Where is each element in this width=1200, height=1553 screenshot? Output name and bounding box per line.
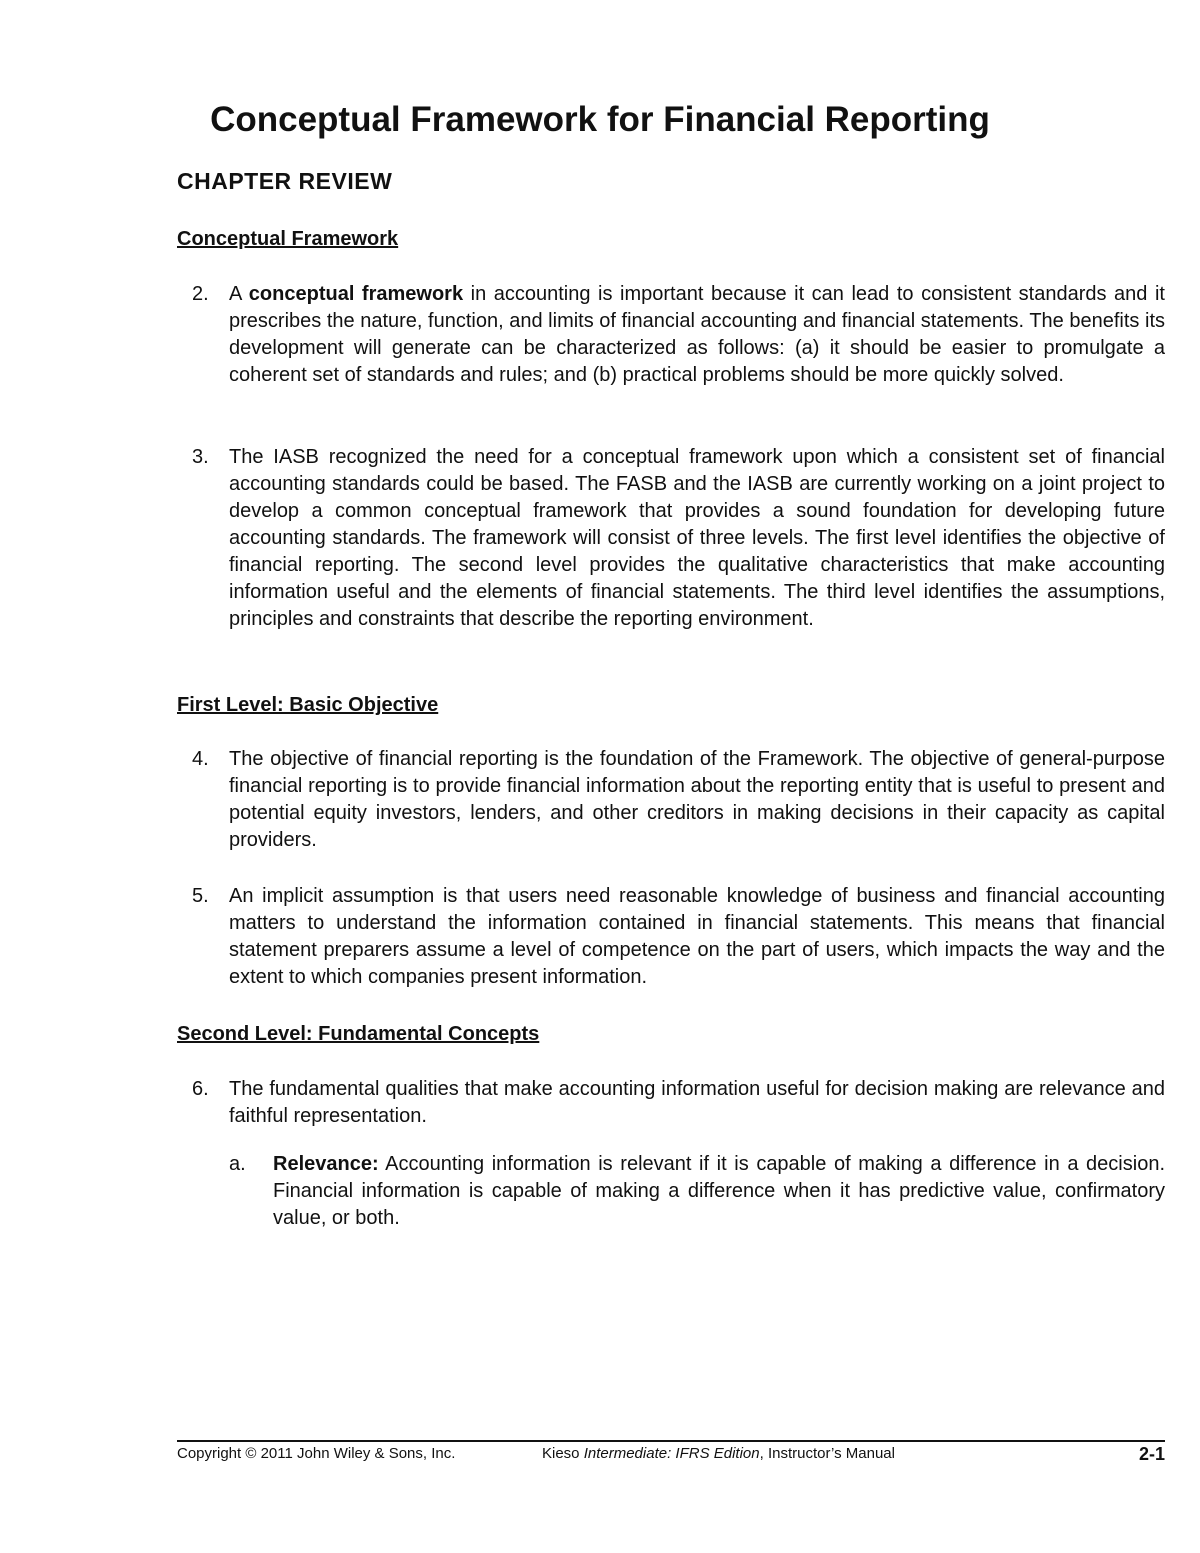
item-number: 6. xyxy=(192,1078,209,1100)
section-heading-second-level: Second Level: Fundamental Concepts xyxy=(177,1023,540,1045)
review-item-4 xyxy=(192,746,1165,854)
item-text: The fundamental qualities that make accounting information useful for decision making are relevance and faithful representation. xyxy=(229,1078,1165,1127)
section-heading-conceptual-framework: Conceptual Framework xyxy=(177,228,399,250)
key-term: Relevance: xyxy=(273,1153,379,1175)
item-text: Relevance: Accounting information is relevant if it is capable of making a difference in a decision. Financial information is capable of making a difference when it has predictive value, confirmatory value, or both. xyxy=(273,1153,1165,1229)
review-item-3 xyxy=(192,444,1165,633)
footer-copyright: Copyright © 2011 John Wiley & Sons, Inc. xyxy=(177,1445,456,1462)
section-heading-first-level: First Level: Basic Objective xyxy=(177,694,439,716)
review-item-5 xyxy=(192,883,1165,991)
page-number: 2-1 xyxy=(1138,1444,1165,1464)
review-item-2 xyxy=(192,281,1165,389)
item-number: 5. xyxy=(192,885,209,907)
review-item-6a xyxy=(229,1151,1165,1232)
item-text: A conceptual framework in accounting is important because it can lead to consistent standards and it prescribes the nature, function, and limits of financial accounting and financial statements. The benefits its development will generate can be characterized as follows: (a) it should be easier to promulgate a coherent set of standards and rules; and (b) practical problems should be more quickly solved. xyxy=(229,283,1165,386)
item-text: The IASB recognized the need for a conceptual framework upon which a consistent set of financial accounting standards could be based. The FASB and the IASB are currently working on a joint project to develop a common conceptual framework that provides a sound foundation for developing future accounting standards. The framework will consist of three levels. The first level identifies the objective of financial reporting. The second level provides the qualitative characteristics that make accounting information useful and the elements of financial statements. The third level identifies the assumptions, principles and constraints that describe the reporting environment. xyxy=(229,446,1165,630)
page-title: Conceptual Framework for Financial Reporting xyxy=(210,100,990,139)
footer-manual-title: Kieso Intermediate: IFRS Edition, Instructor’s Manual xyxy=(542,1445,895,1462)
item-text: An implicit assumption is that users need reasonable knowledge of business and financial accounting matters to understand the information contained in financial statements. This means that financial statement preparers assume a level of competence on the part of users, which impacts the way and the extent to which companies present information. xyxy=(229,885,1165,988)
item-text: The objective of financial reporting is the foundation of the Framework. The objective of general-purpose financial reporting is to provide financial information about the reporting entity that is useful to present and potential equity investors, lenders, and other creditors in making decisions in their capacity as capital providers. xyxy=(229,748,1165,851)
chapter-label: CHAPTER REVIEW xyxy=(177,168,393,194)
item-number: 4. xyxy=(192,748,209,770)
footer-divider xyxy=(177,1440,1165,1442)
item-letter: a. xyxy=(229,1153,246,1175)
item-number: 2. xyxy=(192,283,209,305)
key-term: conceptual framework xyxy=(248,283,464,305)
item-number: 3. xyxy=(192,446,209,468)
review-item-6 xyxy=(192,1076,1165,1130)
